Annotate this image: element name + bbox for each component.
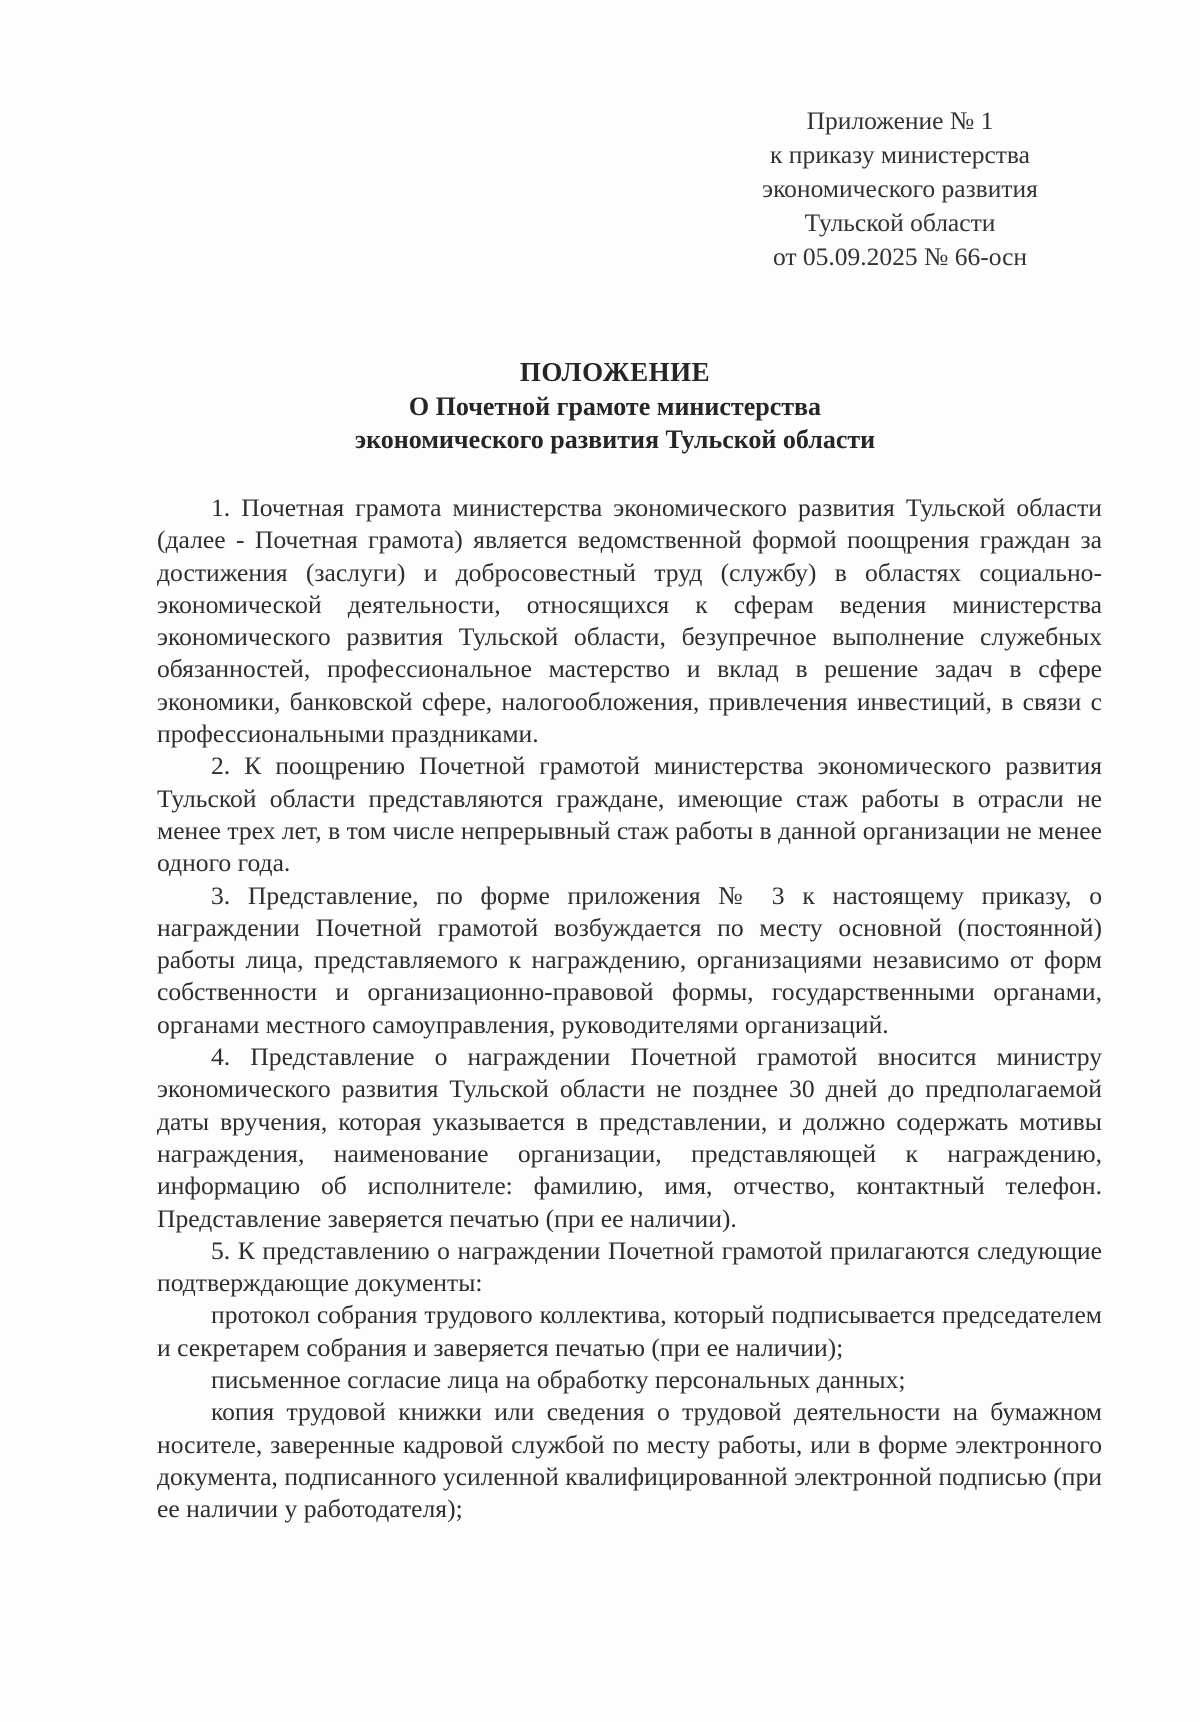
- list-item: письменное согласие лица на обработку персональных данных;: [211, 1365, 906, 1395]
- title-subtitle: О Почетной грамоте министерства: [408, 392, 822, 421]
- appendix-header: [700, 104, 1100, 274]
- document-title: [200, 354, 1030, 456]
- paragraph: 1. Почетная грамота министерства экономического развития Тульской области (далее - Почетная грамота) является ведомственной формой поощрения граждан за достижения (заслуги) и добросовестный труд (службу) в областях социально-экономической деятельности, относящихся к сферам ведения министерства экономического развития Тульской области, безупречное выполнение служебных обязанностей, профессиональное мастерство и вклад в решение задач в сфере экономики, банковской сфере, налогообложения, привлечения инвестиций, в связи с профессиональными праздниками.: [157, 493, 1102, 749]
- appendix-line: экономического развития: [762, 174, 1038, 203]
- paragraph: 2. К поощрению Почетной грамотой министерства экономического развития Тульской области представляются граждане, имеющие стаж работы в отрасли не менее трех лет, в том числе непрерывный стаж работы в данной организации не менее одного года.: [157, 751, 1102, 878]
- title-subtitle: экономического развития Тульской области: [354, 425, 876, 454]
- document-body: [157, 492, 1102, 1526]
- appendix-line: к приказу министерства: [770, 140, 1030, 169]
- appendix-line: от 05.09.2025 № 66-осн: [772, 242, 1028, 271]
- paragraph: 5. К представлению о награждении Почетной грамотой прилагаются следующие подтверждающие документы:: [157, 1235, 1102, 1298]
- list-item: протокол собрания трудового коллектива, который подписывается председателем и секретарем собрания и заверяется печатью (при ее наличии);: [157, 1300, 1102, 1362]
- appendix-line: Тульской области: [804, 208, 996, 237]
- appendix-line: Приложение № 1: [806, 106, 994, 135]
- paragraph: 4. Представление о награждении Почетной грамотой вносится министру экономического развития Тульской области не позднее 30 дней до предполагаемой даты вручения, которая указывается в представлении, и должно содержать мотивы награждения, наименование организации, представляющей к награждению, информацию об исполнителе: фамилию, имя, отчество, контактный телефон. Представление заверяется печатью (при ее наличии).: [157, 1042, 1102, 1233]
- paragraph: 3. Представление, по форме приложения № 3 к настоящему приказу, о награждении Почетной грамотой возбуждается по месту основной (постоянной) работы лица, представляемого к награждению, организациями независимо от форм собственности и организационно-правовой формы, государственными органами, органами местного самоуправления, руководителями организаций.: [157, 880, 1102, 1039]
- list-item: копия трудовой книжки или сведения о трудовой деятельности на бумажном носителе, заверенные кадровой службой по месту работы, или в форме электронного документа, подписанного усиленной квалифицированной электронной подписью (при ее наличии у работодателя);: [157, 1397, 1102, 1524]
- title-main: ПОЛОЖЕНИЕ: [519, 357, 711, 387]
